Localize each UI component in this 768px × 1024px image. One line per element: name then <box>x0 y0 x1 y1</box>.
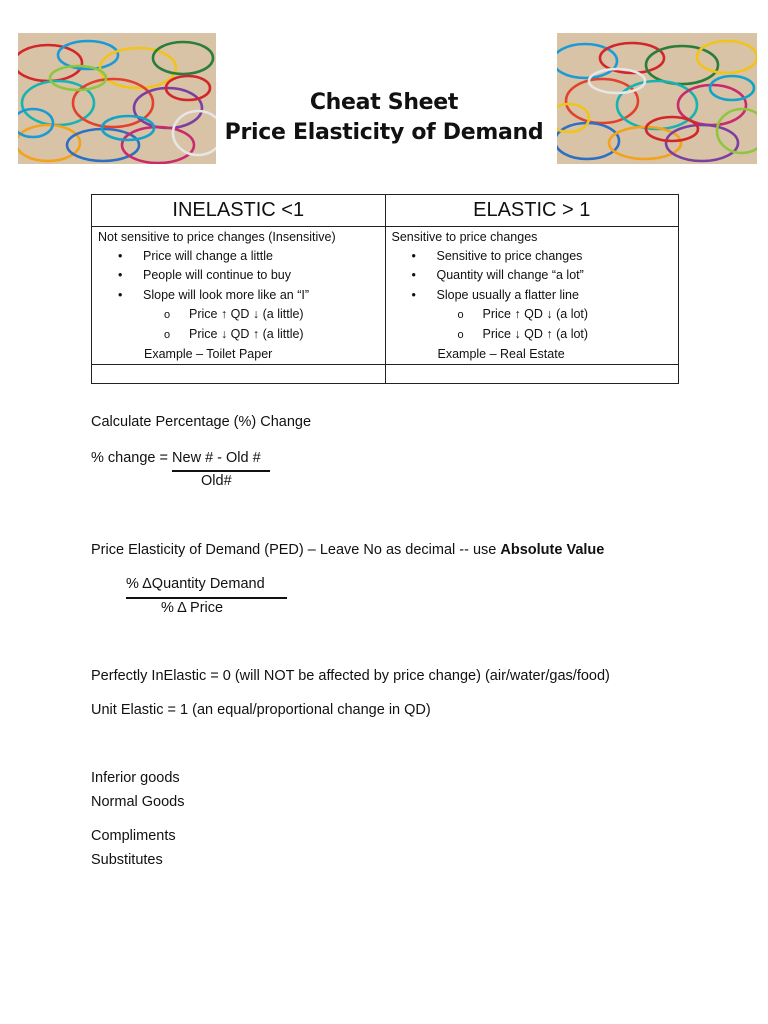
fraction-bar <box>126 597 287 599</box>
ped-numerator: % ΔQuantity Demand <box>126 576 265 592</box>
list-item: • Quantity will change “a lot” <box>411 268 584 283</box>
inelastic-intro: Not sensitive to price changes (Insensitive) <box>98 230 336 244</box>
sub-list-item: o Price ↑ QD ↓ (a lot) <box>457 306 589 321</box>
elastic-cell <box>385 227 679 365</box>
elastic-intro: Sensitive to price changes <box>391 230 538 244</box>
list-item: • Sensitive to price changes <box>411 249 583 264</box>
substitutes-label: Substitutes <box>91 852 163 868</box>
inelastic-cell <box>92 227 386 365</box>
formula-lhs: % change = <box>91 450 173 466</box>
percent-change-formula <box>91 450 261 466</box>
empty-cell <box>92 365 386 384</box>
elasticity-comparison-table <box>91 194 679 384</box>
list-item: • Price will change a little <box>118 249 273 264</box>
page-title <box>216 88 552 148</box>
empty-cell <box>385 365 679 384</box>
list-item: • Slope will look more like an “I” <box>118 287 310 302</box>
calc-heading: Calculate Percentage (%) Change <box>91 414 312 430</box>
formula-numerator: New # - Old # <box>172 450 261 466</box>
perfectly-inelastic-note: Perfectly InElastic = 0 (will NOT be affected by price change) (air/water/gas/food) <box>91 668 610 684</box>
compliments-label: Compliments <box>91 828 176 844</box>
inelastic-example: Example – Toilet Paper <box>144 347 273 362</box>
rubber-bands-image-right <box>557 33 757 164</box>
fraction-bar <box>172 470 270 472</box>
formula-denominator: Old# <box>201 473 232 489</box>
normal-goods-label: Normal Goods <box>91 794 185 810</box>
absolute-value-label: Absolute Value <box>500 542 605 558</box>
header-inelastic: INELASTIC <1 <box>92 195 386 227</box>
inferior-goods-label: Inferior goods <box>91 770 180 786</box>
unit-elastic-note: Unit Elastic = 1 (an equal/proportional change in QD) <box>91 702 431 718</box>
sub-list-item: o Price ↑ QD ↓ (a little) <box>164 306 304 321</box>
title-line-2: Price Elasticity of Demand <box>224 120 544 145</box>
sub-list-item: o Price ↓ QD ↑ (a lot) <box>457 327 589 342</box>
ped-denominator: % Δ Price <box>161 600 224 616</box>
header-elastic: ELASTIC > 1 <box>385 195 679 227</box>
ped-heading: Price Elasticity of Demand (PED) – Leave No as decimal -- use Absolute Value <box>91 542 605 558</box>
elastic-example: Example – Real Estate <box>437 347 565 362</box>
list-item: • Slope usually a flatter line <box>411 287 579 302</box>
sub-list-item: o Price ↓ QD ↑ (a little) <box>164 327 304 342</box>
rubber-bands-image-left <box>18 33 216 164</box>
list-item: • People will continue to buy <box>118 268 292 283</box>
title-line-1: Cheat Sheet <box>309 90 459 115</box>
